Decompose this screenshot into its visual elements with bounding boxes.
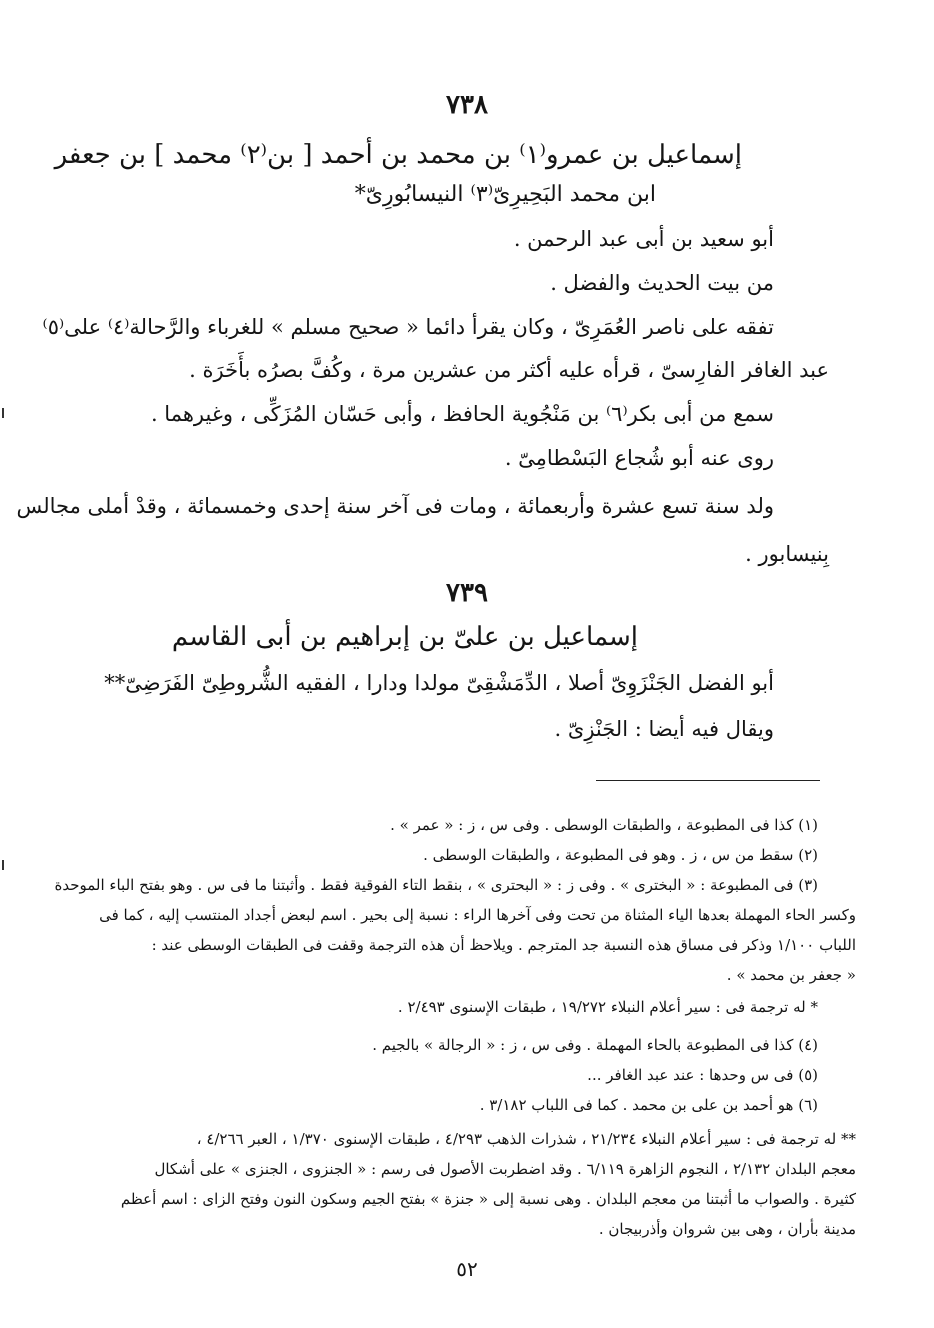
entry-738-line: من بيت الحديث والفضل . (550, 271, 774, 295)
entry-number-739: ٧٣٩ (446, 578, 488, 608)
page-number: ٥٢ (456, 1257, 478, 1281)
footnote-line: كثيرة . والصواب ما أثبتنا من معجم البلدان . وهى نسبة إلى « جنزة » بفتح الجيم وسكون النون وفتح الزاى : اسم أعظم (120, 1190, 856, 1208)
entry-738-line: ولد سنة تسع عشرة وأربعمائة ، ومات فى آخر سنة إحدى وخمسمائة ، وقدْ أملى مجالس (16, 494, 774, 518)
entry-738-line: أبو سعيد بن أبى عبد الرحمن . (513, 227, 774, 251)
entry-739-heading: إسماعيل بن علىّ بن إبراهيم بن أبى القاسم (171, 622, 638, 652)
footnote-line: وكسر الحاء المهملة بعدها الياء المثناة من تحت وفى آخرها الراء : نسبة إلى بحير . اسم لبعض أجداد المنتسب إليه ، كما فى (99, 906, 856, 924)
footnote-line: * له ترجمة فى : سير أعلام النبلاء ١٩/٢٧٢ ، طبقات الإسنوى ٢/٤٩٣ . (397, 998, 818, 1016)
entry-738-line: بِنيسابور . (745, 542, 829, 566)
entry-738-line: روى عنه أبو شُجاع البَسْطامِىّ . (504, 446, 774, 470)
footnote-line: (٣) فى المطبوعة : « البخترى » . وفى ز : « البحترى » ، بنقط التاء الفوقية فقط . وأثبتنا ما فى س . وهو بفتح الباء الموحدة (54, 876, 818, 894)
entry-738-line: عبد الغافر الفارِسىّ ، قرأه عليه أكثر من عشرين مرة ، وكُفَّ بصرُه بأَخَرَة . (189, 358, 829, 382)
footnote-line: مدينة بأران ، وهى بين شروان وأذربيجان . (598, 1220, 856, 1238)
footnote-line: ** له ترجمة فى : سير أعلام النبلاء ٢١/٢٣٤ ، شذرات الذهب ٤/٢٩٣ ، طبقات الإسنوى ١/٣٧٠ ، العبر ٤/٢٦٦ ، (196, 1130, 856, 1148)
footnote-line: (٤) كذا فى المطبوعة بالحاء المهملة . وفى س ، ز : « الرجالة » بالجيم . (372, 1036, 818, 1054)
footnote-line: (٢) سقط من س ، ز . وهو فى المطبوعة ، والطبقات الوسطى . (423, 846, 818, 864)
entry-739-line: ويقال فيه أيضا : الجَنْزِىّ . (554, 717, 774, 741)
footnote-line: (٦) هو أحمد بن على بن محمد . كما فى اللباب ٣/١٨٢ . (479, 1096, 818, 1114)
footnote-separator (596, 780, 820, 781)
footnote-line: اللباب ١/١٠٠ وذكر فى مساق هذه النسبة جد المترجم . ويلاحظ أن هذه الترجمة وقفت فى الطبقات الوسطى عند : (151, 936, 856, 954)
entry-738-heading-continuation: ابن محمد البَحِيرِىّ⁽٣⁾ النيسابُورِىّ* (354, 182, 656, 207)
entry-738-heading: إسماعيل بن عمرو⁽١⁾ بن محمد بن أحمد [ بن⁽٢⁾ محمد ] بن جعفر (54, 140, 742, 170)
footnote-line: « جعفر بن محمد » . (726, 966, 856, 984)
entry-738-line: سمع من أبى بكر⁽٦⁾ بن مَنْجُوية الحافظ ، وأبى حَسّان المُزَكِّى ، وغيرهما . (150, 402, 774, 426)
entry-number-738: ٧٣٨ (446, 90, 488, 120)
scan-artifact (2, 860, 4, 870)
footnote-line: (٥) فى س وحدها : عند عبد الغافر ... (587, 1066, 818, 1084)
scan-artifact (2, 408, 4, 418)
footnote-line: (١) كذا فى المطبوعة ، والطبقات الوسطى . وفى س ، ز : « عمر » . (390, 816, 818, 834)
footnote-line: معجم البلدان ٢/١٣٢ ، النجوم الزاهرة ٦/١١٩ . وقد اضطربت الأصول فى رسم : « الجنزوى ، الجنزى » على أشكال (154, 1160, 856, 1178)
entry-739-line: أبو الفضل الجَنْزَوِىّ أصلا ، الدِّمَشْقِىّ مولدا ودارا ، الفقيه الشُّروطِىّ الفَرَضِىّ** (104, 671, 774, 695)
entry-738-line: تفقه على ناصر العُمَرِىّ ، وكان يقرأ دائما « صحيح مسلم » للغرباء والرَّحالة⁽٤⁾ على⁽٥⁾ (42, 315, 774, 339)
